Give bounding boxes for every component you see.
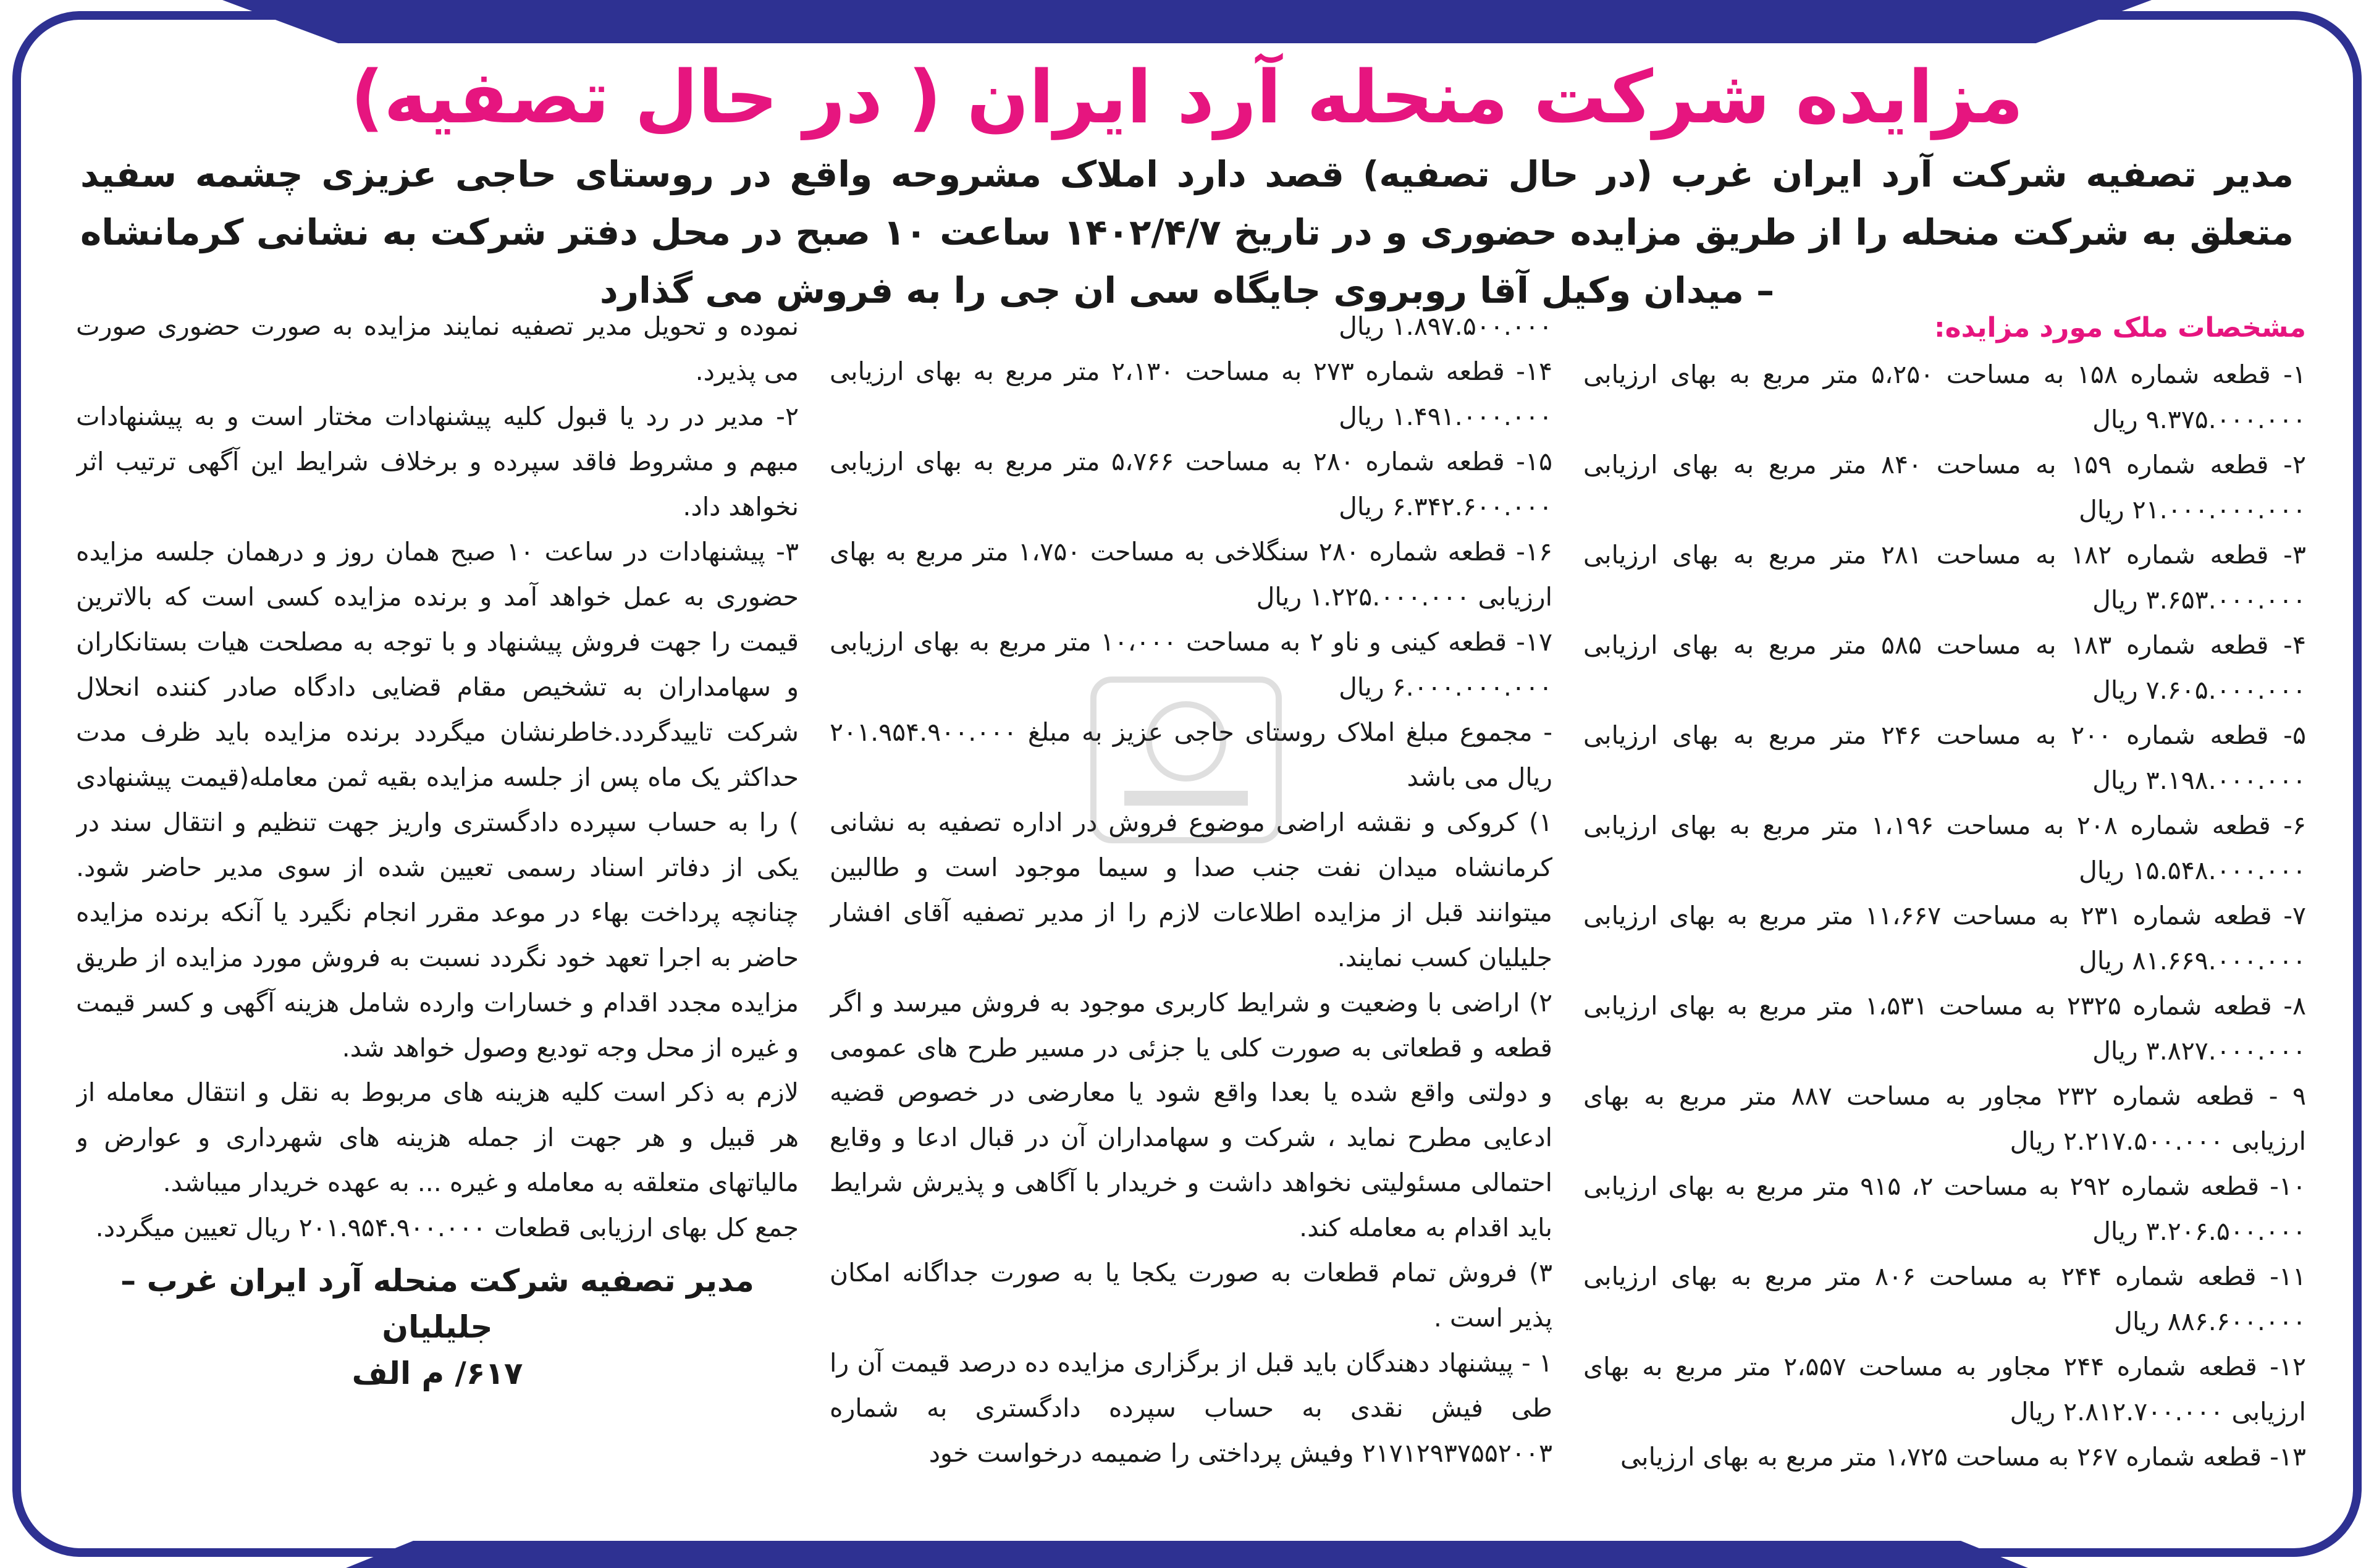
- lot-item: ۸- قطعه شماره ۲۳۲۵ به مساحت ۱،۵۳۱ متر مربع به بهای ارزیابی ۳.۸۲۷.۰۰۰.۰۰۰ ریال: [1583, 990, 2306, 1066]
- total-paragraph: جمع کل بهای ارزیابی قطعات ۲۰۱.۹۵۴.۹۰۰.۰۰۰ ریال تعیین میگردد.: [95, 1213, 799, 1243]
- total-paragraph: - مجموع مبلغ املاک روستای حاجی عزیز به مبلغ ۲۰۱.۹۵۴.۹۰۰.۰۰۰ ریال می باشد: [830, 717, 1552, 792]
- lot-item: ۱۰- قطعه شماره ۲۹۲ به مساحت ۲، ۹۱۵ متر مربع به بهای ارزیابی ۳.۲۰۶.۵۰۰.۰۰۰ ریال: [1583, 1171, 2306, 1246]
- lot-item: ۱۷- قطعه کینی و ناو ۲ به مساحت ۱۰،۰۰۰ متر مربع به بهای ارزیابی ۶.۰۰۰.۰۰۰.۰۰۰ ریال: [830, 626, 1552, 702]
- column-middle: [830, 304, 1552, 1517]
- lot-item: ۷- قطعه شماره ۲۳۱ به مساحت ۱۱،۶۶۷ متر مربع به بهای ارزیابی ۸۱.۶۶۹.۰۰۰.۰۰۰ ریال: [1583, 900, 2306, 976]
- section-title: مشخصات ملک مورد مزایده:: [1934, 312, 2306, 344]
- lot-item: ۱۲- قطعه شماره ۲۴۴ مجاور به مساحت ۲،۵۵۷ متر مربع به بهای ارزیابی ۲.۸۱۲.۷۰۰.۰۰۰ ریال: [1583, 1351, 2306, 1427]
- column-left: [76, 304, 799, 1517]
- lot-item: ۴- قطعه شماره ۱۸۳ به مساحت ۵۸۵ متر مربع به بهای ارزیابی ۷.۶۰۵.۰۰۰.۰۰۰ ریال: [1583, 630, 2306, 706]
- lot-item: ۱۳- قطعه شماره ۲۶۷ به مساحت ۱،۷۲۵ متر مربع به بهای ارزیابی: [1620, 1441, 2306, 1472]
- lot-item: ۶- قطعه شماره ۲۰۸ به مساحت ۱،۱۹۶ متر مربع به بهای ارزیابی ۱۵.۵۴۸.۰۰۰.۰۰۰ ریال: [1583, 811, 2306, 885]
- lot-item: ۱۴- قطعه شماره ۲۷۳ به مساحت ۲،۱۳۰ متر مربع به بهای ارزیابی ۱.۴۹۱.۰۰۰.۰۰۰ ریال: [830, 356, 1552, 431]
- ad-code: ۶۱۷/ م الف: [351, 1355, 523, 1392]
- condition-paragraph: نموده و تحویل مدیر تصفیه نمایند مزایده به صورت حضوری صورت می پذیرد.: [76, 311, 799, 386]
- frame-bottom-tab: [346, 1541, 2028, 1568]
- lot-item: ۱۱- قطعه شماره ۲۴۴ به مساحت ۸۰۶ متر مربع به بهای ارزیابی ۸۸۶.۶۰۰.۰۰۰ ریال: [1583, 1261, 2306, 1336]
- lot-item: ۲- قطعه شماره ۱۵۹ به مساحت ۸۴۰ متر مربع به بهای ارزیابی ۲۱.۰۰۰.۰۰۰.۰۰۰ ریال: [1583, 450, 2306, 525]
- column-right: [1583, 304, 2306, 1517]
- condition-paragraph: ۲- مدیر در رد یا قبول کلیه پیشنهادات مختار است و به پیشنهادات مبهم و مشروط فاقد سپرده و برخلاف شرایط این آگهی ترتیب اثر نخواهد داد.: [76, 401, 799, 521]
- frame-top-tab: [222, 0, 2152, 43]
- page-title: مزایده شرکت منحله آرد ایران ( در حال تصفیه): [350, 54, 2024, 140]
- lot-item: ۱.۸۹۷.۵۰۰.۰۰۰ ریال: [1339, 311, 1552, 341]
- signature-name: مدیر تصفیه شرکت منحله آرد ایران غرب – جلیلیان: [120, 1263, 754, 1346]
- lot-item: ۵- قطعه شماره ۲۰۰ به مساحت ۲۴۶ متر مربع به بهای ارزیابی ۳.۱۹۸.۰۰۰.۰۰۰ ریال: [1583, 720, 2306, 796]
- condition-paragraph: ۳- پیشنهادات در ساعت ۱۰ صبح همان روز و درهمان جلسه مزایده حضوری به عمل خواهد آمد و برنده مزایده کسی است که بالاترین قیمت را جهت فروش پیشنهاد و با توجه به مصلحت هیات بستانکاران و سهامداران به تشخیص مقام قضایی دادگاه صادر کننده انحلال شرکت تاییدگردد.خاطرنشان میگردد برنده مزایده باید ظرف مدت حداکثر یک ماه پس از جلسه مزایده بقیه ثمن معامله(قیمت پیشنهادی ) را به حساب سپرده دادگستری واریز جهت تنظیم و انتقال سند در یکی از دفاتر اسناد رسمی تعیین شده از سوی مدیر حاضر شود. چنانچه پرداخت بهاء در موعد مقرر انجام نگیرد یا آنکه برنده مزایده حاضر به اجرا تعهد خود نگردد نسبت به فروش مورد مزایده از طریق مزایده مجدد اقدام و خسارات وارده شامل هزینه آگهی و کسر قیمت و غیره از محل وجه توديع وصول خواهد شد.: [76, 536, 799, 1063]
- condition-paragraph: ۲) اراضی با وضعیت و شرایط کاربری موجود به فروش میرسد و اگر قطعه و قطعاتی به صورت کلی یا جزئی در مسیر طرح های عمومی و دولتی واقع شده یا بعدا واقع شود یا معارضی در خصوص قضیه ادعایی مطرح نماید ، شرکت و سهامداران آن در قبال ادعا و وقایع احتمالی مسئولیتی نخواهد داشت و خریدار با آگاهی و پذیرش شرایط باید اقدام به معامله کند.: [830, 987, 1552, 1243]
- lot-item: ۱- قطعه شماره ۱۵۸ به مساحت ۵،۲۵۰ متر مربع به بهای ارزیابی ۹.۳۷۵.۰۰۰.۰۰۰ ریال: [1583, 360, 2306, 435]
- condition-paragraph: ۱ - پیشنهاد دهندگان باید قبل از برگزاری مزایده ده درصد قیمت آن را طی فیش نقدی به حساب سپرده دادگستری به شماره ۲۱۷۱۲۹۳۷۵۵۲۰۰۳ وفیش پرداختی را ضمیمه درخواست خود: [830, 1348, 1552, 1469]
- signature-block: [76, 1258, 799, 1397]
- condition-paragraph: لازم به ذکر است کلیه هزینه های مربوط به نقل و انتقال معامله از هر قبیل و هر جهت از جمله هزینه های شهرداری و عوارض و مالیاتهای متعلقه به معامله و غیره ... به عهده خریدار میباشد.: [76, 1077, 799, 1198]
- lot-item: ۱۵- قطعه شماره ۲۸۰ به مساحت ۵،۷۶۶ متر مربع به بهای ارزیابی ۶.۳۴۲.۶۰۰.۰۰۰ ریال: [830, 446, 1552, 521]
- lot-item: ۱۶- قطعه شماره ۲۸۰ سنگلاخی به مساحت ۱،۷۵۰ متر مربع به بهای ارزیابی ۱.۲۲۵.۰۰۰.۰۰۰ ریال: [830, 536, 1552, 612]
- intro-paragraph: مدیر تصفیه شرکت آرد ایران غرب (در حال تصفیه) قصد دارد املاک مشروحه واقع در روستای حاجی عزیزی چشمه سفید متعلق به شرکت منحله را از طریق مزایده حضوری و در تاریخ ۱۴۰۲/۴/۷ ساعت ۱۰ صبح در محل دفتر شرکت به نشانی کرمانشاه – میدان وکیل آقا روبروی جایگاه سی ان جی را به فروش می گذارد: [80, 153, 2294, 311]
- lot-item: ۹ - قطعه شماره ۲۳۲ مجاور به مساحت ۸۸۷ متر مربع به بهای ارزیابی ۲.۲۱۷.۵۰۰.۰۰۰ ریال: [1583, 1081, 2306, 1156]
- lot-item: ۳- قطعه شماره ۱۸۲ به مساحت ۲۸۱ متر مربع به بهای ارزیابی ۳.۶۵۳.۰۰۰.۰۰۰ ریال: [1583, 540, 2306, 615]
- condition-paragraph: ۳) فروش تمام قطعات به صورت یکجا یا به صورت جداگانه امکان پذیر است .: [830, 1258, 1552, 1333]
- watermark-stamp-icon: [1069, 667, 1303, 853]
- condition-paragraph: ۱) کروکی و نقشه اراضی موضوع فروش در اداره تصفیه به نشانی کرمانشاه میدان نفت جنب صدا و سیما موجود است و طالبین میتوانند قبل از مزایده اطلاعات لازم را از مدیر تصفیه آقای افشار جلیلیان کسب نمایند.: [830, 807, 1552, 972]
